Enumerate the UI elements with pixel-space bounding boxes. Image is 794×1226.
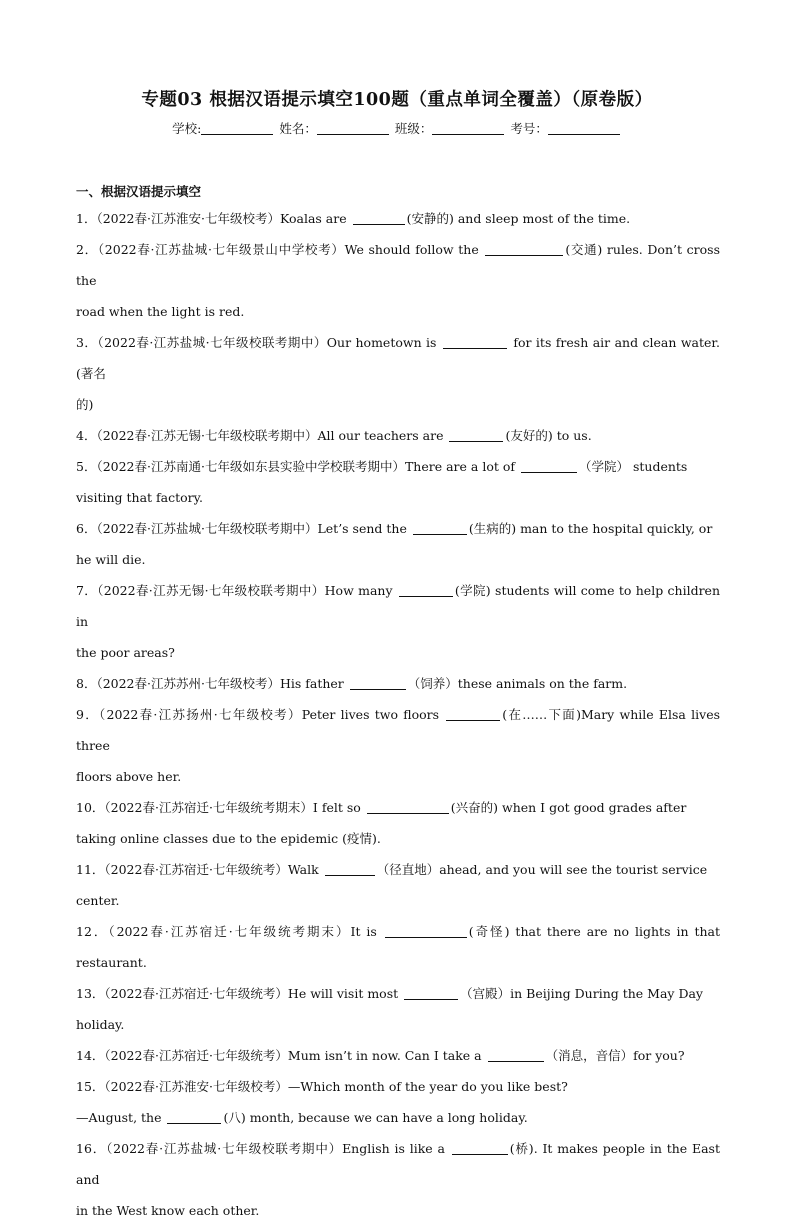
question-text-before: He will visit most: [287, 986, 403, 1001]
question-source: （2022春·江苏宿迁·七年级统考期末）: [108, 924, 351, 939]
chinese-hint: （消息，音信）: [545, 1048, 634, 1063]
question-text-before: Our hometown is: [326, 335, 441, 350]
chinese-hint: （径直地）: [376, 862, 440, 877]
question-text-after: students will come to help children in: [76, 583, 721, 629]
answer-blank[interactable]: [413, 522, 467, 535]
question-item: [76, 699, 720, 792]
answer-blank[interactable]: [449, 429, 503, 442]
question-number: 2．: [76, 242, 98, 257]
page-title: 专题03 根据汉语提示填空100题（重点单词全覆盖）（原卷版）: [141, 90, 653, 110]
name-label: 姓名：: [279, 121, 317, 136]
answer-blank[interactable]: [521, 460, 577, 473]
question-text-before: English is like a: [342, 1141, 450, 1156]
exam-no-blank[interactable]: [548, 122, 620, 135]
question-text-after: students: [629, 459, 688, 474]
answer-blank[interactable]: [485, 243, 563, 256]
question-text-after: when I got good grades after: [498, 800, 687, 815]
question-item: [76, 792, 720, 854]
question-text-before: Mum isn’t in now. Can I take a: [287, 1048, 486, 1063]
chinese-hint: (兴奋的): [450, 800, 499, 815]
question-text-before: All our teachers are: [317, 428, 448, 443]
answer-blank[interactable]: [452, 1142, 508, 1155]
question-text-before: How many: [324, 583, 397, 598]
exam-no-label: 考号：: [510, 121, 548, 136]
name-blank[interactable]: [317, 122, 389, 135]
chinese-hint: (在……下面): [502, 707, 581, 722]
chinese-hint: (八): [223, 1110, 246, 1125]
question-number: 9．: [76, 707, 100, 722]
question-number: 14．: [76, 1048, 105, 1063]
question-number: 11．: [76, 862, 105, 877]
question-source: （2022春·江苏盐城·七年级校联考期中）: [97, 335, 327, 350]
question-text-after: for its fresh air and clean water. (著名: [76, 335, 720, 381]
question-text-continued: the poor areas?: [76, 645, 175, 660]
question-number: 8．: [76, 676, 97, 691]
answer-blank[interactable]: [446, 708, 500, 721]
question-text-before: I felt so: [312, 800, 365, 815]
question-text-continued: visiting that factory.: [76, 490, 204, 505]
question-text-after: in Beijing During the May Day: [510, 986, 703, 1001]
answer-blank[interactable]: [443, 336, 507, 349]
answer-blank[interactable]: [325, 863, 375, 876]
question-source: （2022春·江苏无锡·七年级校联考期中）: [96, 428, 318, 443]
question-text-continued: he will die.: [76, 552, 146, 567]
question-item: [76, 203, 720, 234]
question-source: （2022春·江苏盐城·七年级景山中学校考）: [97, 242, 345, 257]
question-list: [76, 203, 720, 1226]
answer-blank[interactable]: [350, 677, 406, 690]
question-text-before: Peter lives two floors: [301, 707, 445, 722]
answer-blank[interactable]: [385, 925, 467, 938]
question-source: （2022春·江苏盐城·七年级校联考期中）: [96, 521, 318, 536]
chinese-hint: (生病的): [468, 521, 517, 536]
question-item: [76, 575, 720, 668]
chinese-hint: (友好的): [505, 428, 553, 443]
question-text-before: Koalas are: [279, 211, 351, 226]
chinese-hint: (桥): [509, 1141, 534, 1156]
question-text-continued: 的): [76, 397, 94, 412]
question-number: 16．: [76, 1141, 107, 1156]
chinese-hint: （学院）: [578, 459, 629, 474]
question-item: [76, 1040, 720, 1071]
question-item: [76, 451, 720, 513]
question-source: （2022春·江苏淮安·七年级校考）: [96, 211, 280, 226]
question-source: （2022春·江苏宿迁·七年级统考）: [104, 986, 288, 1001]
question-text-before: —August, the: [76, 1110, 166, 1125]
question-text-after: to us.: [552, 428, 592, 443]
question-number: 12．: [76, 924, 109, 939]
question-item: [76, 420, 720, 451]
chinese-hint: (学院): [454, 583, 491, 598]
class-blank[interactable]: [432, 122, 504, 135]
question-item: [76, 1133, 720, 1226]
question-number: 1．: [76, 211, 97, 226]
question-item: [76, 978, 720, 1040]
question-text-continued: holiday.: [76, 1017, 125, 1032]
chinese-hint: (安静的): [406, 211, 454, 226]
question-text-before: There are a lot of: [404, 459, 519, 474]
answer-blank[interactable]: [367, 801, 449, 814]
question-source: （2022春·江苏宿迁·七年级统考）: [104, 1048, 288, 1063]
question-item: [76, 1071, 720, 1102]
question-source: （2022春·江苏宿迁·七年级统考）: [104, 862, 288, 877]
answer-blank[interactable]: [353, 212, 405, 225]
question-text-continued: center.: [76, 893, 120, 908]
question-text-after: Mary while Elsa lives three: [76, 707, 721, 753]
question-text-continued: road when the light is red.: [76, 304, 245, 319]
question-source: （2022春·江苏淮安·七年级校考）: [104, 1079, 288, 1094]
question-text-after: that there are no lights in that restaurant.: [76, 924, 720, 970]
question-text-before: Let’s send the: [317, 521, 411, 536]
question-text-continued: in the West know each other.: [76, 1203, 260, 1218]
question-source: （2022春·江苏南通·七年级如东县实验中学校联考期中）: [96, 459, 405, 474]
question-text-after: . It makes people in the East and: [76, 1141, 720, 1187]
class-label: 班级：: [394, 121, 433, 136]
school-label: 学校:: [172, 121, 202, 136]
question-source: （2022春·江苏宿迁·七年级统考期末）: [104, 800, 313, 815]
question-text-after: month, because we can have a long holiday.: [245, 1110, 528, 1125]
question-text-before: We should follow the: [344, 242, 484, 257]
question-item: [76, 513, 720, 575]
question-source: （2022春·江苏无锡·七年级校联考期中）: [97, 583, 325, 598]
student-info-line: [0, 119, 794, 137]
question-number: 4．: [76, 428, 97, 443]
question-text-after: these animals on the farm.: [457, 676, 628, 691]
question-text-continued: taking online classes due to the epidemic (疫情).: [76, 831, 381, 846]
school-blank[interactable]: [201, 122, 273, 135]
question-item: [76, 1102, 720, 1133]
question-number: 13．: [76, 986, 105, 1001]
chinese-hint: (交通): [565, 242, 603, 257]
answer-blank[interactable]: [488, 1049, 544, 1062]
question-text-before: Walk: [287, 862, 323, 877]
question-item: [76, 234, 720, 327]
answer-blank[interactable]: [399, 584, 453, 597]
answer-blank[interactable]: [167, 1111, 221, 1124]
question-item: [76, 854, 720, 916]
question-number: 7．: [76, 583, 98, 598]
chinese-hint: （宫殿）: [460, 986, 511, 1001]
question-text-before: —Which month of the year do you like best?: [287, 1079, 568, 1094]
chinese-hint: (奇怪): [468, 924, 510, 939]
question-item: [76, 327, 720, 420]
question-item: [76, 916, 720, 978]
question-text-after: man to the hospital quickly, or: [516, 521, 713, 536]
question-source: （2022春·江苏扬州·七年级校考）: [99, 707, 302, 722]
question-text-before: His father: [279, 676, 348, 691]
question-number: 5．: [76, 459, 97, 474]
answer-blank[interactable]: [404, 987, 458, 1000]
chinese-hint: （饲养）: [407, 676, 458, 691]
question-text-before: It is: [350, 924, 383, 939]
question-text-after: ahead, and you will see the tourist service: [439, 862, 708, 877]
question-source: （2022春·江苏盐城·七年级校联考期中）: [106, 1141, 343, 1156]
question-text-after: for you?: [633, 1048, 685, 1063]
section-title: 一、根据汉语提示填空: [76, 184, 202, 199]
question-source: （2022春·江苏苏州·七年级校考）: [96, 676, 280, 691]
question-number: 15．: [76, 1079, 105, 1094]
question-item: [76, 668, 720, 699]
question-text-after: rules. Don’t cross the: [76, 242, 720, 288]
question-text-after: and sleep most of the time.: [453, 211, 631, 226]
question-number: 6．: [76, 521, 97, 536]
question-number: 10．: [76, 800, 105, 815]
question-number: 3．: [76, 335, 98, 350]
question-text-continued: floors above her.: [76, 769, 182, 784]
